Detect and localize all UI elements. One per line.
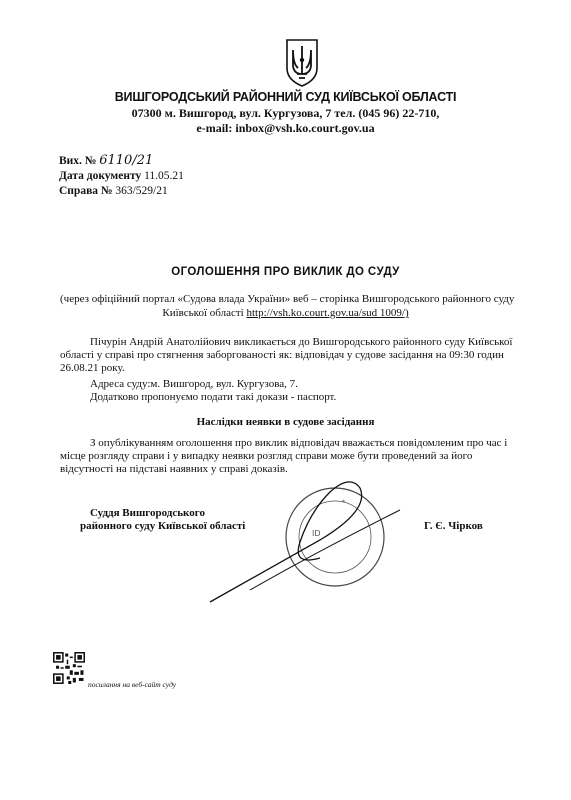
notice-title: ОГОЛОШЕННЯ ПРО ВИКЛИК ДО СУДУ: [171, 266, 400, 278]
case-value: 363/529/21: [115, 185, 168, 197]
portal-link[interactable]: http://vsh.ko.court.gov.ua/sud 1009/): [246, 307, 409, 319]
outgoing-number: [59, 153, 153, 168]
signature-position-2: районного суду Київської області: [80, 520, 246, 532]
judge-signature: [200, 470, 420, 610]
case-number: [59, 185, 168, 197]
case-label: Справа №: [59, 185, 113, 197]
consequences-line-3: відсутності на підставі наявних у справі доказів.: [60, 463, 288, 475]
coat-of-arms-icon: [284, 38, 320, 88]
portal-region: Київської області: [162, 307, 244, 319]
signature-position-1: Суддя Вишгородського: [90, 507, 205, 519]
evidence-line: Додатково пропонуємо подати такі докази - паспорт.: [90, 391, 337, 403]
summons-line-2: області у справі про стягнення заборгованості як: відповідач у судове засідання на 09:30 годин: [60, 349, 504, 361]
portal-line-1: (через офіційний портал «Судова влада України» веб – сторінка Вишгородського районного суду: [60, 293, 515, 305]
consequences-line-2: місце розгляду справи і у випадку неявки розгляд справи може бути проведений за його: [60, 450, 473, 462]
svg-text:*: *: [342, 499, 345, 506]
consequences-line-1: З опублікуванням оголошення про виклик відповідач вважається повідомленим про час і: [90, 437, 508, 449]
summons-line-3: 26.08.21 року.: [60, 362, 125, 374]
date-value: 11.05.21: [144, 170, 184, 182]
date-label: Дата документу: [59, 170, 142, 182]
outgoing-value: 6110/21: [99, 153, 154, 168]
court-name: ВИШГОРОДСЬКИЙ РАЙОННИЙ СУД КИЇВСЬКОЇ ОБЛАСТІ: [114, 90, 457, 104]
court-email: e-mail: inbox@vsh.ko.court.gov.ua: [196, 121, 375, 135]
svg-text:ID: ID: [312, 529, 321, 538]
document-date: [59, 170, 184, 182]
court-address-line: Адреса суду:м. Вишгород, вул. Кургузова, 7.: [90, 378, 298, 390]
qr-code-icon[interactable]: [53, 652, 85, 684]
portal-line-2: [0, 307, 571, 320]
court-address: 07300 м. Вишгород, вул. Кургузова, 7 тел. (045 96) 22-710,: [131, 106, 440, 120]
summons-line-1: Пічурін Андрій Анатолійович викликається до Вишгородського районного суду Київської: [90, 336, 513, 348]
outgoing-label: Вих. №: [59, 155, 97, 167]
qr-label: посилання на веб-сайт суду: [88, 680, 177, 689]
judge-name: Г. Є. Чірков: [424, 520, 483, 532]
consequences-title: Наслідки неявки в судове засідання: [196, 416, 375, 428]
